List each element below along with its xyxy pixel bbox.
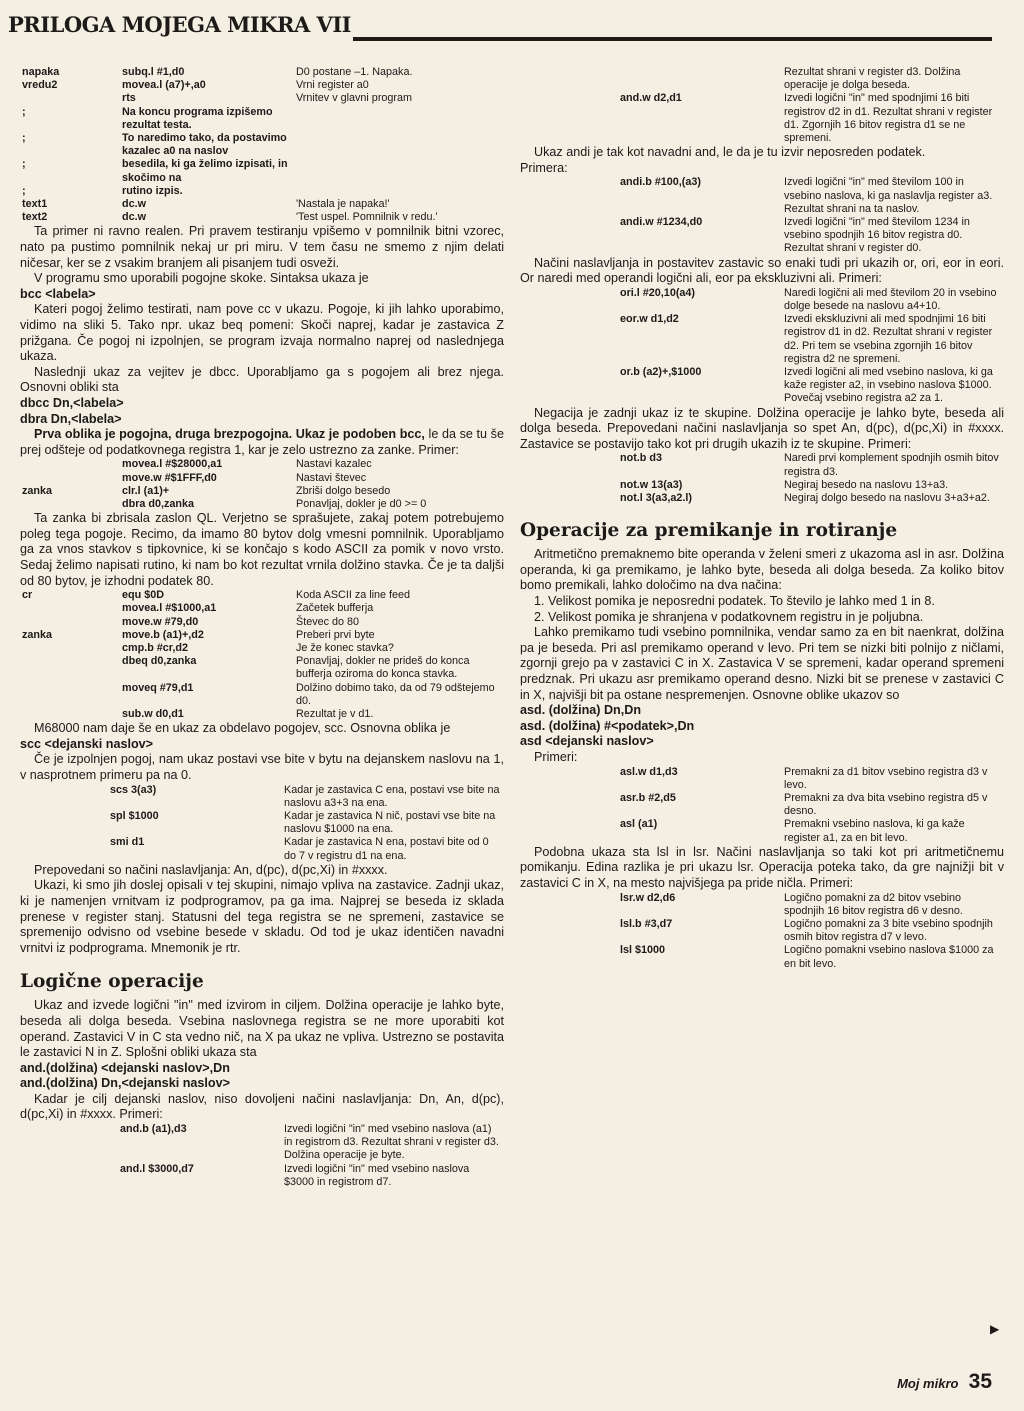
code-comment: Naredi logični ali med številom 20 in vsebino dolge besede na naslovu a4+10. <box>784 286 997 313</box>
code-comment <box>294 185 504 198</box>
code-instruction: dbeq d0,zanka <box>122 655 197 668</box>
code-row <box>520 766 1004 792</box>
code-label <box>20 655 120 681</box>
code-comment: Logično pomakni za 3 bite vsebino spodnjih osmih bitov registra d7 v levo. <box>784 917 993 944</box>
paragraph: Kadar je cilj dejanski naslov, niso dovoljeni načini naslavljanja: Dn, An, d(pc), d(pc,Xi) in #xxxx. Primeri: <box>20 1091 504 1122</box>
code-instruction: Na koncu programa izpišemo rezultat testa. <box>122 105 273 131</box>
paragraph-bold: Prva oblika je pogojna, druga brezpogojna. Ukaz je podoben bcc, <box>34 427 425 442</box>
code-row <box>520 216 1004 256</box>
code-label: text2 <box>22 211 48 224</box>
section-heading-logicne: Logične operacije <box>20 971 204 993</box>
code-label <box>20 92 120 105</box>
code-label: text1 <box>22 198 48 211</box>
code-instruction: and.b (a1),d3 <box>120 1123 187 1136</box>
code-comment: Nastavi kazalec <box>296 458 372 471</box>
paragraph: V programu smo uporabili pogojne skoke. Sintaksa ukaza je <box>34 271 369 286</box>
paragraph: M68000 nam daje še en ukaz za obdelavo pogojev, scc. Osnovna oblika je <box>34 721 451 736</box>
paragraph: Ta primer ni ravno realen. Pri pravem testiranju vpišemo v pomnilnik bitni vzorec, nato pa pustimo pomnilnik nekaj ur pri miru. V tem času ne smemo z njim delati ničesar, ker se z vsakim branjem ali pisanjem tudi osveži. <box>20 224 504 270</box>
code-comment: Premakni vsebino naslova, ki ga kaže register a1, za en bit levo. <box>784 818 965 844</box>
paragraph: Ukazi, ki smo jih doslej opisali v tej skupini, nimajo vpliva na zastavice. Zadnji ukaz, ki je namenjen vrnitvam iz podprogramov, pa ga ima. Najprej se beseda iz sklada prenese v register stanj. Statusni del tega registra se ne spremeni, zastavice se spremenijo odvisno od vsebine besede v skladu. Od tod je ukaz identičen navadni vrnitvi iz podprograma. Mnemonik je rtr. <box>20 878 504 955</box>
code-comment: Števec do 80 <box>296 615 360 628</box>
code-row <box>20 1163 504 1189</box>
code-row <box>20 106 504 132</box>
code-label <box>20 498 120 511</box>
code-label <box>20 472 120 485</box>
code-row <box>20 485 504 498</box>
code-row <box>520 176 1004 216</box>
paragraph: Če je izpolnjen pogoj, nam ukaz postavi vse bite v bytu na dejanskem naslovu na 1, v nasprotnem primeru pa na 0. <box>20 752 504 782</box>
code-row <box>20 198 504 211</box>
code-comment: Izvedi ekskluzivni ali med spodnjimi 16 biti registrov d1 in d2. Rezultat shrani v register d2. Pri tem se vsebina zgornjih 16 bitov registra d2 ne spremeni. <box>784 313 993 365</box>
code-comment: Izvedi logični "in" med številom 100 in vsebino naslova, ki ga naslavlja register a3. Rezultat shrani na ta naslov. <box>784 176 993 215</box>
code-row <box>520 287 1004 313</box>
code-instruction: asl.w d1,d3 <box>620 765 678 778</box>
code-row <box>20 211 504 224</box>
paragraph: Ta zanka bi zbrisala zaslon QL. Verjetno se sprašujete, zakaj potem potrebujemo poleg tega pogoje. Recimo, da imamo 80 bytov dolg vmesni pomnilnik. Uporabljamo ga za vnos stavkov s tipkovnice, ki se končajo s kodo ASCII za pomik v novo vrsto. Sedaj želimo napisati rutino, ki nam bo kot rezultat vrnila dolžino stavka. Če je ta daljši od 80 bytov, je izhodni podatek 80. <box>20 511 504 588</box>
code-instruction: rts <box>122 92 136 105</box>
code-comment: Ponavljaj, dokler ne prideš do konca bufferja oziroma do konca stavka. <box>296 655 470 681</box>
code-row <box>20 132 504 158</box>
section-title: PRILOGA MOJEGA MIKRA VII <box>8 12 352 37</box>
code-row <box>20 1123 504 1163</box>
header-rule <box>353 37 992 41</box>
code-row <box>520 479 1004 492</box>
paragraph: Podobna ukaza sta lsl in lsr. Načini naslavljanja so taki kot pri aritmetičnemu pomikanju. Edina razlika je pri ukazu lsr. Operacija poteka tako, da gre najnižji bit v zastavici C in X, na mesto najvišjega pa pride ničla. Primeri: <box>520 844 1004 890</box>
code-row <box>520 944 1004 970</box>
code-row <box>520 892 1004 918</box>
code-row <box>20 836 504 862</box>
code-instruction: clr.l (a1)+ <box>122 484 170 497</box>
paragraph: Naslednji ukaz za vejitev je dbcc. Uporabljamo ga s pogojem ali brez njega. Osnovni obliki sta <box>20 364 504 395</box>
paragraph: Aritmetično premaknemo bite operanda v želeni smeri z ukazoma asl in asr. Dolžina operanda, ki ga premikamo, je lahko byte, beseda ali dolga beseda. Za koliko bitov bomo premikali, lahko določimo na dva načina: <box>520 547 1004 593</box>
syntax-line: bcc <labela> <box>20 286 96 301</box>
syntax-line: and.(dolžina) <dejanski naslov>,Dn <box>20 1060 230 1075</box>
code-comment: Začetek bufferja <box>296 602 374 615</box>
magazine-name: Moj mikro <box>897 1376 959 1391</box>
code-comment: Rezultat je v d1. <box>296 707 374 720</box>
code-label <box>20 642 120 655</box>
code-instruction: ori.l #20,10(a4) <box>620 286 696 299</box>
code-instruction: and.l $3000,d7 <box>120 1162 194 1175</box>
code-comment: Logično pomakni za d2 bitov vsebino spodnjih 16 bitov registra d6 v desno. <box>784 891 963 917</box>
code-row <box>20 185 504 198</box>
code-row <box>520 818 1004 844</box>
page-number: 35 <box>968 1370 992 1393</box>
code-instruction: sub.w d0,d1 <box>122 707 184 720</box>
code-comment: Izvedi logični "in" med spodnjimi 16 biti registrov d2 in d1. Rezultat shrani v register d1. Zgornjih 16 bitov registra d1 se ne spremeni. <box>784 92 993 145</box>
code-label <box>20 708 120 721</box>
code-comment: Dolžino dobimo tako, da od 79 odštejemo d0. <box>296 681 495 707</box>
code-instruction: dc.w <box>122 198 146 211</box>
code-block-r1 <box>520 66 1004 145</box>
code-row <box>20 66 504 79</box>
code-label: ; <box>22 158 26 171</box>
code-instruction: not.w 13(a3) <box>620 478 683 491</box>
code-row <box>20 810 504 836</box>
code-comment: Vrni register a0 <box>296 79 369 92</box>
code-block-5 <box>20 1123 504 1189</box>
code-row <box>20 602 504 615</box>
code-row <box>20 708 504 721</box>
code-comment: Kadar je zastavica N nič, postavi vse bite na naslovu $1000 na ena. <box>284 809 496 836</box>
code-block-3 <box>20 589 504 721</box>
syntax-line: dbra Dn,<labela> <box>20 411 122 426</box>
code-comment: Koda ASCII za line feed <box>296 589 411 602</box>
code-comment <box>294 158 504 184</box>
code-comment: Ponavljaj, dokler je d0 >= 0 <box>296 497 427 510</box>
page-header <box>8 6 992 48</box>
code-comment: Vrnitev v glavni program <box>296 92 413 105</box>
code-comment <box>294 106 504 132</box>
code-row <box>520 92 1004 145</box>
page-footer <box>897 1370 992 1394</box>
code-block-r4 <box>520 452 1004 505</box>
paragraph: Ukaz and izvede logični "in" med izvirom in ciljem. Dolžina operacije je lahko byte, beseda ali dolga beseda. Vsebina naslovnega registra se ne more uporabiti kot operand. Zastavici V in C sta vedno nič, na X pa ukaz ne vpliva. Ustrezno se postavita le zastavici N in Z. Splošni obliki ukaza sta <box>20 998 504 1060</box>
code-row <box>520 66 1004 92</box>
code-label <box>20 616 120 629</box>
code-comment: Je že konec stavka? <box>296 641 394 654</box>
code-instruction: move.w #$1FFF,d0 <box>122 471 217 484</box>
code-instruction: move.w #79,d0 <box>122 615 199 628</box>
paragraph-rest: le da se tu še prej odšteje od podatkovnega registra 1, kar je zelo ustrezno za zanke. Primer: <box>20 427 504 457</box>
code-instruction: besedila, ki ga želimo izpisati, in skočimo na <box>122 158 288 184</box>
code-instruction: dbra d0,zanka <box>122 497 195 510</box>
code-row <box>520 366 1004 406</box>
code-instruction: moveq #79,d1 <box>122 681 194 694</box>
triangle-right-icon: ▶ <box>990 1322 1000 1336</box>
code-instruction: cmp.b #cr,d2 <box>122 641 189 654</box>
code-row <box>20 784 504 810</box>
code-block-1 <box>20 66 504 224</box>
code-instruction: andi.b #100,(a3) <box>620 176 702 189</box>
code-instruction: and.w d2,d1 <box>620 92 682 105</box>
code-comment: 'Nastala je napaka!' <box>296 198 390 211</box>
code-comment: Zbriši dolgo besedo <box>296 484 391 497</box>
code-block-4 <box>20 784 504 863</box>
code-comment <box>294 132 504 158</box>
code-row <box>20 682 504 708</box>
code-instruction: eor.w d1,d2 <box>620 313 679 326</box>
code-comment: Nastavi števec <box>296 471 367 484</box>
code-row <box>20 498 504 511</box>
paragraph: Ukaz andi je tak kot navadni and, le da je tu izvir neposreden podatek. <box>534 145 926 160</box>
right-column <box>520 66 1004 971</box>
list-item: 1. Velikost pomika je neposredni podatek. To število je lahko med 1 in 8. <box>534 594 935 609</box>
code-row <box>520 313 1004 366</box>
code-block-2 <box>20 458 504 511</box>
code-row <box>520 452 1004 478</box>
code-label: cr <box>22 589 33 602</box>
code-instruction: lsl.b #3,d7 <box>620 917 673 930</box>
code-comment: Kadar je zastavica C ena, postavi vse bite na naslovu a3+3 na ena. <box>284 783 500 809</box>
code-instruction: equ $0D <box>122 589 165 602</box>
code-instruction: move.b (a1)+,d2 <box>122 628 204 641</box>
code-instruction: asl (a1) <box>620 818 658 831</box>
code-comment: Logično pomakni vsebino naslova $1000 za en bit levo. <box>784 944 994 970</box>
code-comment: D0 postane –1. Napaka. <box>296 66 413 78</box>
code-instruction: not.l 3(a3,a2.l) <box>620 492 692 505</box>
code-row <box>20 79 504 92</box>
code-block-r2 <box>520 176 1004 255</box>
paragraph: Lahko premikamo tudi vsebino pomnilnika, vendar samo za en bit naenkrat, dolžina pa je beseda. Pri asl premikamo operand v levo. Pri tem se nizki biti polnijo z ničlami, zgornji grejo pa v zastavici C in X. Zastavica V se spremeni, kadar operand spremeni predznak. Pri ukazu asr premikamo operand desno. Nizki bit se prenese v zastavici C in X, najvišji bit pa ostane nespremenjen. Osnovne oblike ukazov so <box>520 625 1004 702</box>
code-block-r6 <box>520 892 1004 971</box>
code-label <box>20 682 120 708</box>
syntax-line: asd. (dolžina) #<podatek>,Dn <box>520 718 695 733</box>
paragraph: Primeri: <box>534 749 578 764</box>
code-instruction: lsr.w d2,d6 <box>620 891 676 904</box>
code-comment: Izvedi logični ali med vsebino naslova, ki ga kaže register a2, in vsebino naslova $1000. Povečaj vsebino registra a2 za 1. <box>784 366 993 405</box>
code-instruction: lsl $1000 <box>620 944 666 957</box>
code-instruction: rutino izpis. <box>122 184 183 197</box>
code-row <box>20 472 504 485</box>
code-comment: Rezultat shrani v register d3. Dolžina operacije je dolga beseda. <box>784 66 961 92</box>
code-row <box>520 492 1004 505</box>
code-instruction: subq.l #1,d0 <box>122 66 185 78</box>
code-row <box>20 616 504 629</box>
code-comment: Negiraj besedo na naslovu 13+a3. <box>784 478 949 491</box>
code-instruction: smi d1 <box>110 836 145 849</box>
code-comment: Izvedi logični "in" med številom 1234 in vsebino spodnjih 16 bitov registra d0. Rezultat shrani v register d0. <box>784 216 970 255</box>
code-label: zanka <box>22 484 53 497</box>
code-comment: Negiraj dolgo besedo na naslovu 3+a3+a2. <box>784 492 990 505</box>
code-row <box>20 92 504 105</box>
code-row <box>20 589 504 602</box>
code-comment: Premakni za dva bita vsebino registra d5 v desno. <box>784 791 988 818</box>
syntax-line: and.(dolžina) Dn,<dejanski naslov> <box>20 1076 230 1091</box>
code-instruction: spl $1000 <box>110 809 159 822</box>
code-comment: Naredi prvi komplement spodnjih osmih bitov registra d3. <box>784 452 999 478</box>
paragraph: Negacija je zadnji ukaz iz te skupine. Dolžina operacije je lahko byte, beseda ali dolga beseda. Prepovedani načini naslavljanja so spet An, d(pc), d(pc,Xi) in #xxxx. Zastavice se postavijo tako kot pri drugih ukazih iz te skupine. Primeri: <box>520 405 1004 451</box>
code-comment: Premakni za d1 bitov vsebino registra d3 v levo. <box>784 765 988 791</box>
code-comment: Izvedi logični "in" med vsebino naslova $3000 in registrom d7. <box>284 1162 470 1188</box>
code-label: ; <box>22 105 26 118</box>
code-row <box>20 642 504 655</box>
code-instruction: or.b (a2)+,$1000 <box>620 366 702 379</box>
code-instruction: movea.l #$28000,a1 <box>122 458 223 471</box>
code-instruction: To naredimo tako, da postavimo kazalec a0 na naslov <box>122 132 287 158</box>
syntax-line: asd <dejanski naslov> <box>520 734 654 749</box>
code-instruction: dc.w <box>122 211 146 224</box>
paragraph: Kateri pogoj želimo testirati, nam pove cc v ukazu. Pogoje, ki jih lahko uporabimo, vidimo na sliki 5. Tako npr. ukaz beq pomeni: Skoči naprej, kadar je zastavica Z prižgana. Če pogoj ni izpolnjen, se program izvaja normalno naprej od naslednjega ukaza. <box>20 302 504 364</box>
paragraph <box>20 427 504 458</box>
section-heading-premikanje: Operacije za premikanje in rotiranje <box>520 520 898 542</box>
code-block-r5 <box>520 766 1004 845</box>
syntax-line: dbcc Dn,<labela> <box>20 395 124 410</box>
paragraph: Načini naslavljanja in postavitev zastavic so enaki tudi pri ukazih or, ori, eor in eori. Or naredi med operandi logični ali, eor pa ekskluzivni ali. Primeri: <box>520 255 1004 286</box>
paragraph: Prepovedani so načini naslavljanja: An, d(pc), d(pc,Xi) in #xxxx. <box>34 862 388 877</box>
code-comment: Izvedi logični "in" med vsebino naslova (a1) in registrom d3. Rezultat shrani v register d3. Dolžina operacije je byte. <box>284 1123 499 1162</box>
code-instruction: asr.b #2,d5 <box>620 791 676 804</box>
syntax-line: asd. (dolžina) Dn,Dn <box>520 703 642 718</box>
paragraph: Primera: <box>520 160 568 175</box>
code-comment: 'Test uspel. Pomnilnik v redu.' <box>296 211 438 224</box>
code-row <box>20 655 504 681</box>
list-item: 2. Velikost pomika je shranjena v podatkovnem registru in je poljubna. <box>534 609 924 624</box>
code-label: vredu2 <box>22 79 58 92</box>
code-instruction: movea.l #$1000,a1 <box>122 602 217 615</box>
code-label: zanka <box>22 628 53 641</box>
code-label: napaka <box>22 66 60 78</box>
code-instruction <box>520 66 782 92</box>
code-label: ; <box>22 132 26 145</box>
syntax-line: scc <dejanski naslov> <box>20 736 154 751</box>
code-row <box>520 918 1004 944</box>
code-block-r3 <box>520 287 1004 406</box>
code-instruction: not.b d3 <box>620 452 662 465</box>
code-row <box>20 629 504 642</box>
code-comment: Preberi prvi byte <box>296 628 375 641</box>
code-comment: Kadar je zastavica N ena, postavi bite od 0 do 7 v registru d1 na ena. <box>284 836 489 862</box>
code-row <box>20 158 504 184</box>
code-instruction: scs 3(a3) <box>110 783 157 796</box>
code-row <box>20 458 504 471</box>
code-label <box>20 458 120 471</box>
code-row <box>520 792 1004 818</box>
code-instruction: andi.w #1234,d0 <box>620 216 703 229</box>
code-instruction: movea.l (a7)+,a0 <box>122 79 206 92</box>
code-label <box>20 602 120 615</box>
code-label: ; <box>22 184 26 197</box>
left-column <box>20 66 504 1189</box>
